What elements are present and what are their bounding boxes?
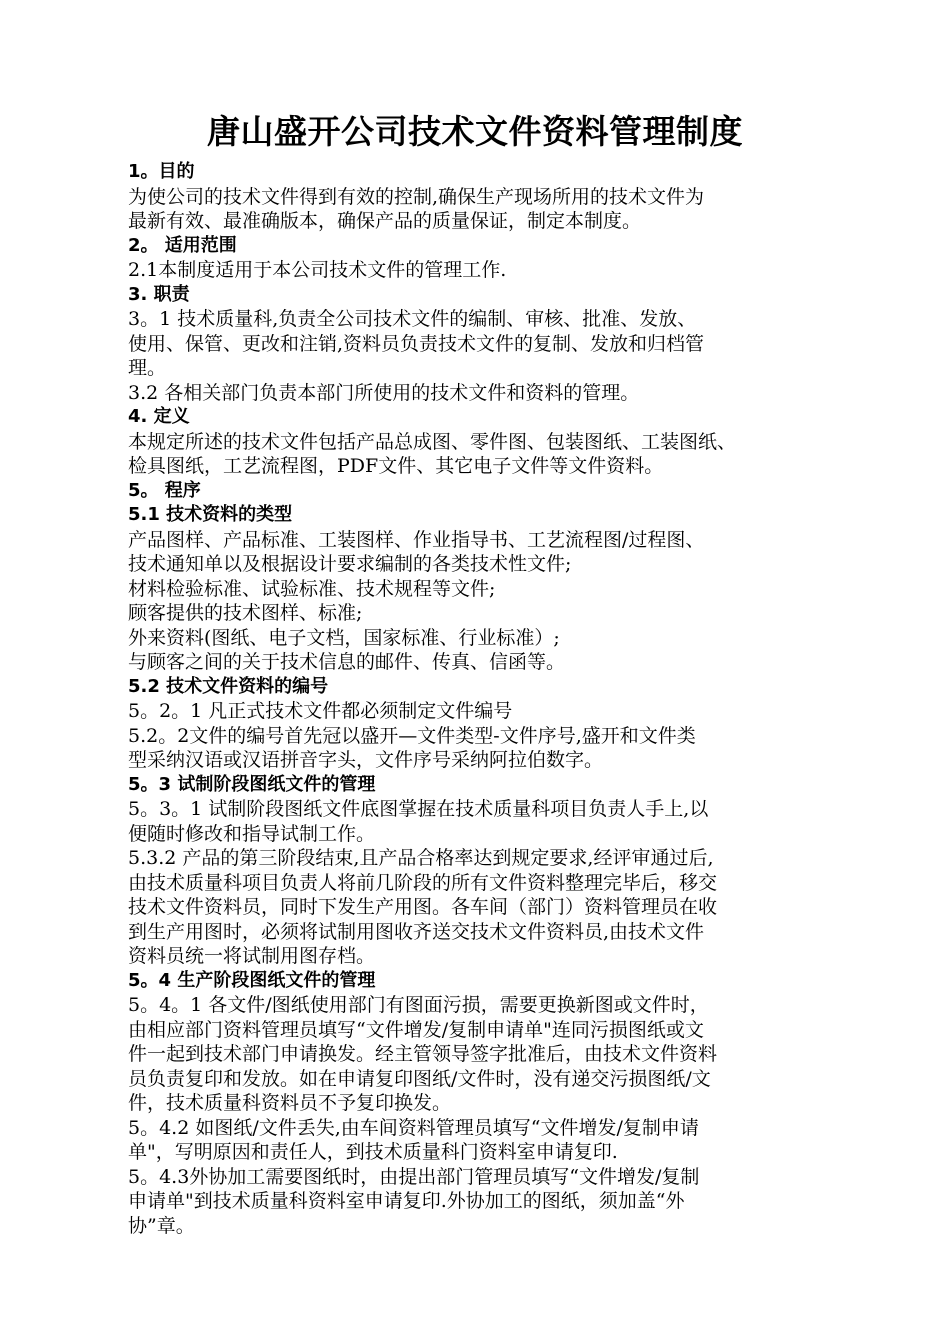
section-heading: 5。 程序 xyxy=(128,479,201,501)
text-line: 协”章。 xyxy=(128,1214,195,1237)
text-line: 5。2。1 凡正式技术文件都必须制定文件编号 xyxy=(128,700,513,722)
text-line: 本规定所述的技术文件包括产品总成图、零件图、包装图纸、工装图纸、 xyxy=(128,430,737,453)
text-line: 外来资料(图纸、电子文档，国家标准、行业标准）; xyxy=(128,626,560,649)
text-line: 与顾客之间的关于技术信息的邮件、传真、信函等。 xyxy=(128,651,566,673)
text-line: 最新有效、最准确版本，确保产品的质量保证，制定本制度。 xyxy=(128,210,642,232)
text-line: 5。4.3外协加工需要图纸时，由提出部门管理员填写“文件增发/复制 xyxy=(128,1165,700,1188)
section-heading: 2。 适用范围 xyxy=(128,234,237,256)
document-body xyxy=(128,160,828,1238)
text-line: 5.3.2 产品的第三阶段结束,且产品合格率达到规定要求,经评审通过后, xyxy=(128,847,714,869)
text-line: 员负责复印和发放。如在申请复印图纸/文件时，没有递交污损图纸/文 xyxy=(128,1067,711,1090)
text-line: 便随时修改和指导试制工作。 xyxy=(128,822,376,845)
section-heading: 5。3 试制阶段图纸文件的管理 xyxy=(128,773,376,795)
section-heading: 5.1 技术资料的类型 xyxy=(128,504,293,525)
text-line: 单"，写明原因和责任人，到技术质量科门资料室申请复印. xyxy=(128,1141,618,1163)
text-line: 5。3。1 试制阶段图纸文件底图掌握在技术质量科项目负责人手上,以 xyxy=(128,798,709,820)
text-line: 顾客提供的技术图样、标准; xyxy=(128,602,363,624)
text-line: 理。 xyxy=(128,357,167,379)
section-heading: 3. 职责 xyxy=(128,283,190,305)
text-line: 5.2。2文件的编号首先冠以盛开—文件类型-文件序号,盛开和文件类 xyxy=(128,724,696,747)
section-heading: 5.2 技术文件资料的编号 xyxy=(128,675,329,697)
text-line: 件，技术质量科资料员不予复印换发。 xyxy=(128,1092,452,1114)
text-line: 到生产用图时，必须将试制用图收齐送交技术文件资料员,由技术文件 xyxy=(128,920,705,943)
text-line: 由相应部门资料管理员填写“文件增发/复制申请单"连同污损图纸或文 xyxy=(128,1018,704,1041)
text-line: 件一起到技术部门申请换发。经主管领导签字批准后，由技术文件资料 xyxy=(128,1043,718,1065)
text-line: 技术通知单以及根据设计要求编制的各类技术性文件; xyxy=(128,553,572,575)
text-line: 使用、保管、更改和注销,资料员负责技术文件的复制、发放和归档管 xyxy=(128,332,705,355)
text-line: 型采纳汉语或汉语拼音字头，文件序号采纳阿拉伯数字。 xyxy=(128,749,604,771)
text-line: 3.2 各相关部门负责本部门所使用的技术文件和资料的管理。 xyxy=(128,381,640,404)
text-line: 由技术质量科项目负责人将前几阶段的所有文件资料整理完毕后，移交 xyxy=(128,871,718,894)
text-line: 申请单"到技术质量科资料室申请复印.外协加工的图纸，须加盖“外 xyxy=(128,1190,685,1212)
text-line: 5。4。1 各文件/图纸使用部门有图面污损，需要更换新图或文件时， xyxy=(128,994,709,1016)
section-heading: 5。4 生产阶段图纸文件的管理 xyxy=(128,969,376,991)
text-line: 技术文件资料员，同时下发生产用图。各车间（部门）资料管理员在收 xyxy=(128,896,718,918)
section-heading: 4. 定义 xyxy=(128,406,190,427)
text-line: 检具图纸，工艺流程图，PDF文件、其它电子文件等文件资料。 xyxy=(128,455,664,477)
text-line: 5。4.2 如图纸/文件丢失,由车间资料管理员填写“文件增发/复制申请 xyxy=(128,1116,699,1139)
text-line: 为使公司的技术文件得到有效的控制,确保生产现场所用的技术文件为 xyxy=(128,185,705,208)
text-line: 3。1 技术质量科,负责全公司技术文件的编制、审核、批准、发放、 xyxy=(128,308,697,330)
text-line: 2.1本制度适用于本公司技术文件的管理工作. xyxy=(128,259,507,281)
text-line: 资料员统一将试制用图存档。 xyxy=(128,945,376,967)
text-line: 材料检验标准、试验标准、技术规程等文件; xyxy=(128,577,496,600)
document-title: 唐山盛开公司技术文件资料管理制度 xyxy=(207,112,743,151)
text-line: 产品图样、产品标准、工装图样、作业指导书、工艺流程图/过程图、 xyxy=(128,528,705,551)
section-heading: 1。目的 xyxy=(128,161,195,182)
